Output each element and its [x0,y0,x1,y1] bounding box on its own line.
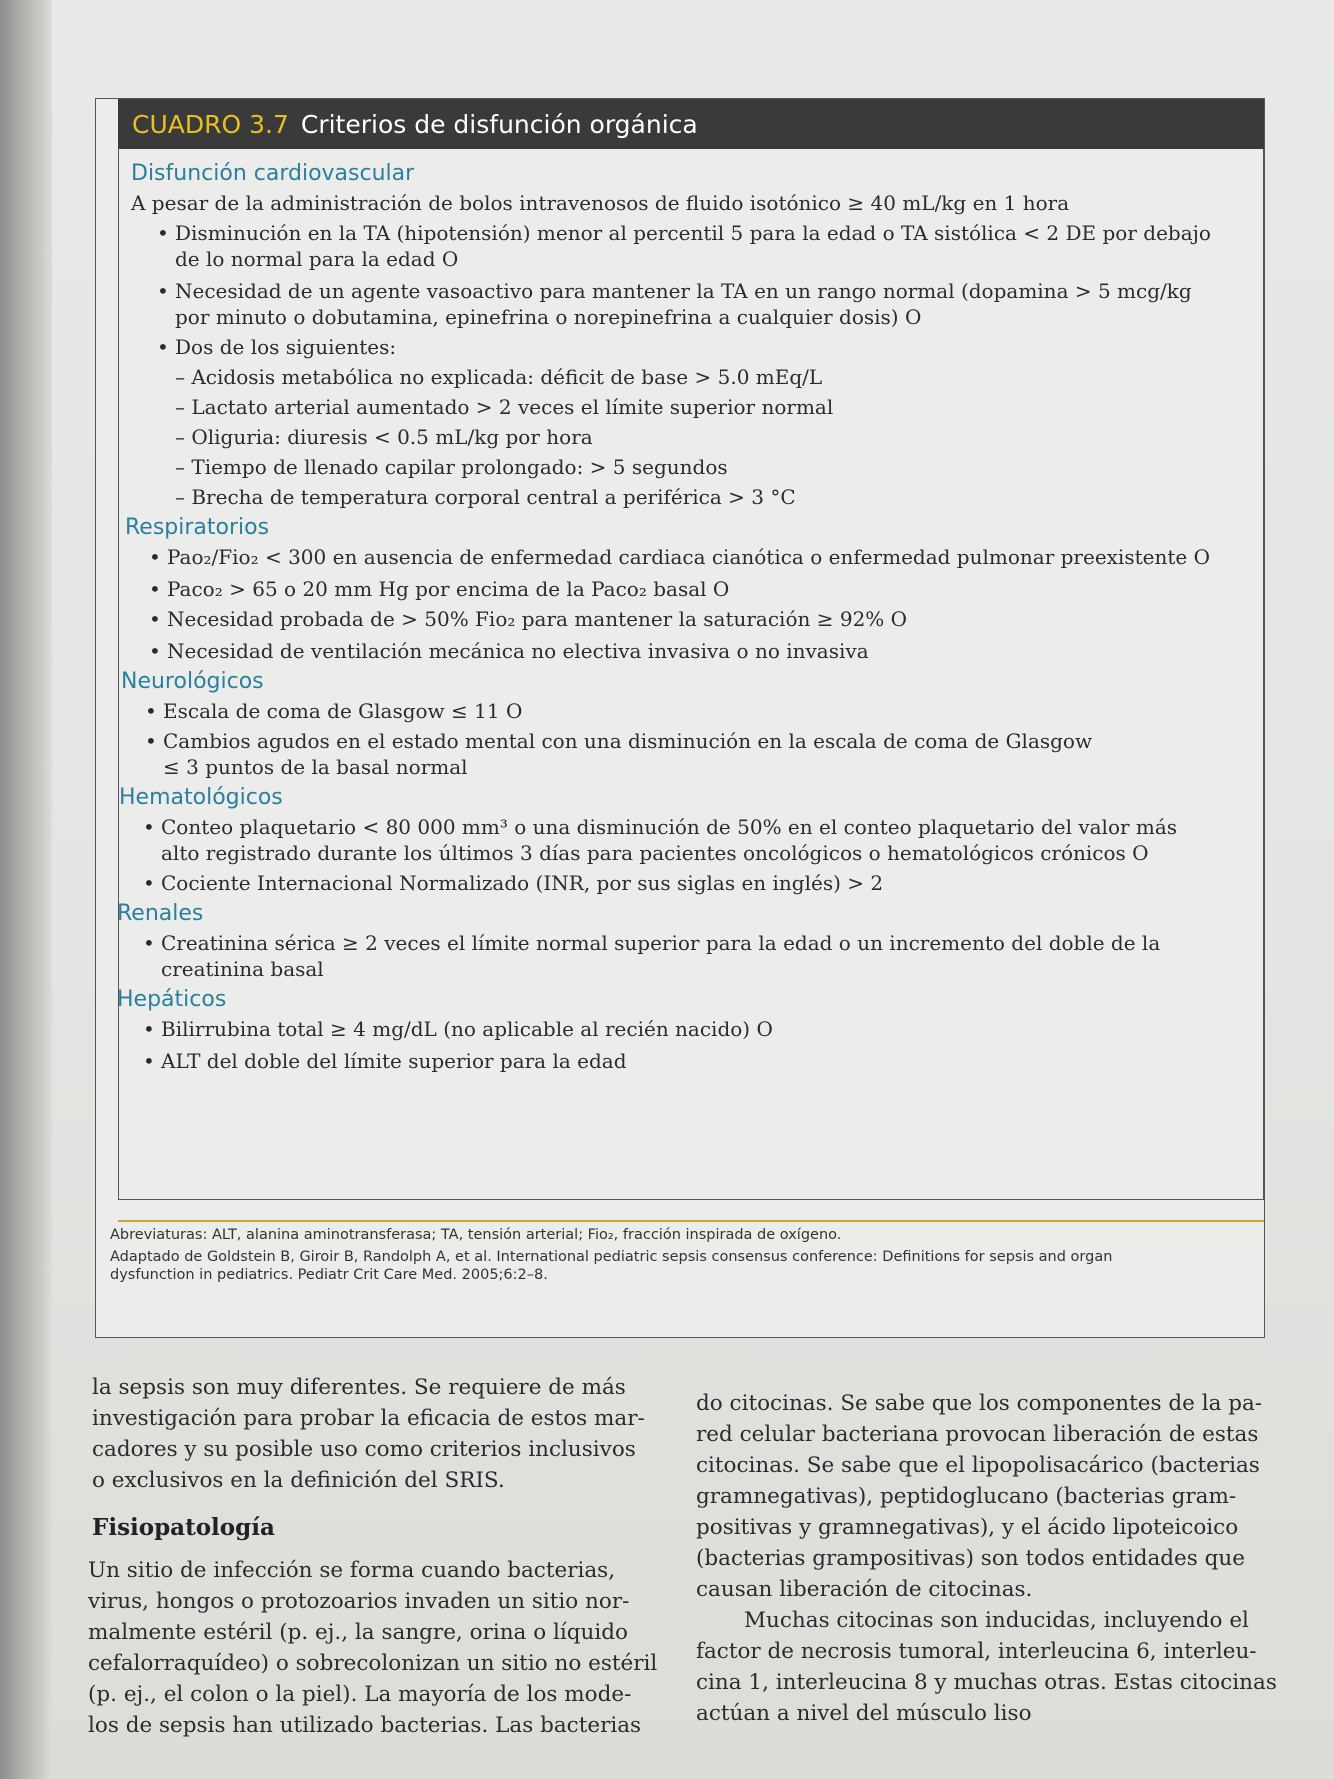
bullet-icon: • [143,871,155,895]
cardio-subitem-2: – Lactato arterial aumentado > 2 veces el límite superior normal [175,395,834,419]
text-line: virus, hongos o protozoarios invaden un sitio nor- [88,1589,630,1614]
text-line: positivas y gramnegativas), y el ácido lipoteicoico [696,1515,1239,1540]
hema-item-1: Conteo plaquetario < 80 000 mm³ o una disminución de 50% en el conteo plaquetario del valor más [161,815,1178,839]
resp-item-3: Necesidad probada de > 50% Fio₂ para mantener la saturación ≥ 92% O [167,607,908,631]
cardio-item-2: Necesidad de un agente vasoactivo para mantener la TA en un rango normal (dopamina > 5 mcg/kg [175,279,1192,303]
text-line: malmente estéril (p. ej., la sangre, orina o líquido [88,1620,628,1645]
cardio-item-1: Disminución en la TA (hipotensión) menor al percentil 5 para la edad o TA sistólica < 2 DE por debajo [175,221,1211,245]
text-line: (p. ej., el colon o la piel). La mayoría de los mode- [88,1682,632,1707]
book-binding-shadow [0,0,52,1779]
cardio-subitem-3: – Oliguria: diuresis < 0.5 mL/kg por hora [175,425,593,449]
text-line: gramnegativas), peptidoglucano (bacterias gram- [696,1484,1237,1509]
text-line: cefalorraquídeo) o sobrecolonizan un sitio no estéril [88,1651,658,1676]
bullet-icon: • [145,729,157,753]
bullet-icon: • [145,699,157,723]
section-title-cardiovascular: Disfunción cardiovascular [131,161,415,186]
cardio-subitem-5: – Brecha de temperatura corporal central a periférica > 3 °C [175,485,796,509]
hema-item-1-cont: alto registrado durante los últimos 3 días para pacientes oncológicos o hematológicos crónicos O [161,841,1149,865]
right-column-paragraph [696,1388,1277,1729]
table-body [118,149,1264,1200]
table-number: CUADRO 3.7 [132,109,289,139]
bullet-icon: • [149,639,161,663]
bullet-icon: • [149,545,161,569]
text-line: los de sepsis han utilizado bacterias. Las bacterias [88,1713,642,1738]
neuro-item-1: Escala de coma de Glasgow ≤ 11 O [163,699,523,723]
left-column-paragraph-1 [92,1372,645,1496]
text-line: factor de necrosis tumoral, interleucina 6, interleu- [696,1639,1257,1664]
section-title-hematologicos: Hematológicos [119,785,283,810]
table-title: Criterios de disfunción orgánica [300,109,698,139]
neuro-item-2: Cambios agudos en el estado mental con una disminución en la escala de coma de Glasgow [163,729,1093,753]
text-line: Muchas citocinas son inducidas, incluyendo el [744,1608,1249,1633]
text-line: actúan a nivel del músculo liso [696,1701,1032,1726]
resp-item-4: Necesidad de ventilación mecánica no electiva invasiva o no invasiva [167,639,869,663]
cardio-item-1-cont: de lo normal para la edad O [175,247,459,271]
hema-item-2: Cociente Internacional Normalizado (INR, por sus siglas en inglés) > 2 [161,871,884,895]
table-box [95,98,1265,1338]
bullet-icon: • [143,1017,155,1041]
cardio-subitem-1: – Acidosis metabólica no explicada: déficit de base > 5.0 mEq/L [175,365,823,389]
text-line: citocinas. Se sabe que el lipopolisacárico (bacterias [696,1453,1260,1478]
bullet-icon: • [149,607,161,631]
source-note: Adaptado de Goldstein B, Giroir B, Randolph A, et al. International pediatric sepsis consensus conference: Definitions for sepsis and organ [110,1249,1113,1265]
abbreviations-note: Abreviaturas: ALT, alanina aminotransferasa; TA, tensión arterial; Fio₂, fracción inspirada de oxígeno. [110,1227,842,1243]
bullet-icon: • [143,1049,155,1073]
renal-item-1: Creatinina sérica ≥ 2 veces el límite normal superior para la edad o un incremento del doble de la [161,931,1161,955]
bullet-icon: • [143,815,155,839]
bullet-icon: • [149,577,161,601]
text-line: causan liberación de citocinas. [696,1577,1033,1602]
hep-item-1: Bilirrubina total ≥ 4 mg/dL (no aplicable al recién nacido) O [161,1017,773,1041]
text-line: cadores y su posible uso como criterios inclusivos [92,1437,636,1462]
section-title-hepaticos: Hepáticos [117,987,227,1012]
bullet-icon: • [157,221,169,245]
text-line: la sepsis son muy diferentes. Se requiere de más [92,1375,626,1400]
source-note-cont: dysfunction in pediatrics. Pediatr Crit Care Med. 2005;6:2–8. [110,1267,548,1283]
text-line: do citocinas. Se sabe que los componentes de la pa- [696,1391,1263,1416]
hep-item-2: ALT del doble del límite superior para la edad [161,1049,627,1073]
section-title-respiratorios: Respiratorios [125,515,270,540]
text-line: investigación para probar la eficacia de estos mar- [92,1406,645,1431]
resp-item-1: Pao₂/Fio₂ < 300 en ausencia de enfermedad cardiaca cianótica o enfermedad pulmonar preexistente O [167,545,1210,569]
resp-item-2: Paco₂ > 65 o 20 mm Hg por encima de la Paco₂ basal O [167,577,730,601]
section-title-neurologicos: Neurológicos [121,669,264,694]
renal-item-1-cont: creatinina basal [161,957,324,981]
cardio-intro: A pesar de la administración de bolos intravenosos de fluido isotónico ≥ 40 mL/kg en 1 hora [131,191,1070,215]
notes-separator [118,1220,1264,1222]
text-line: (bacterias grampositivas) son todos entidades que [696,1546,1245,1571]
neuro-item-2-cont: ≤ 3 puntos de la basal normal [163,755,468,779]
section-title-renales: Renales [117,901,204,926]
left-column-paragraph-2 [88,1555,657,1741]
text-line: Un sitio de infección se forma cuando bacterias, [88,1558,616,1583]
bullet-icon: • [157,335,169,359]
cardio-subitem-4: – Tiempo de llenado capilar prolongado: > 5 segundos [175,455,728,479]
bullet-icon: • [157,279,169,303]
cardio-item-2-cont: por minuto o dobutamina, epinefrina o norepinefrina a cualquier dosis) O [175,305,922,329]
text-line: cina 1, interleucina 8 y muchas otras. Estas citocinas [696,1670,1277,1695]
table-header [118,99,1264,149]
section-heading: Fisiopatología [92,1514,275,1541]
text-line: o exclusivos en la definición del SRIS. [92,1468,505,1493]
text-line: red celular bacteriana provocan liberación de estas [696,1422,1259,1447]
cardio-item-3: Dos de los siguientes: [175,335,397,359]
bullet-icon: • [143,931,155,955]
